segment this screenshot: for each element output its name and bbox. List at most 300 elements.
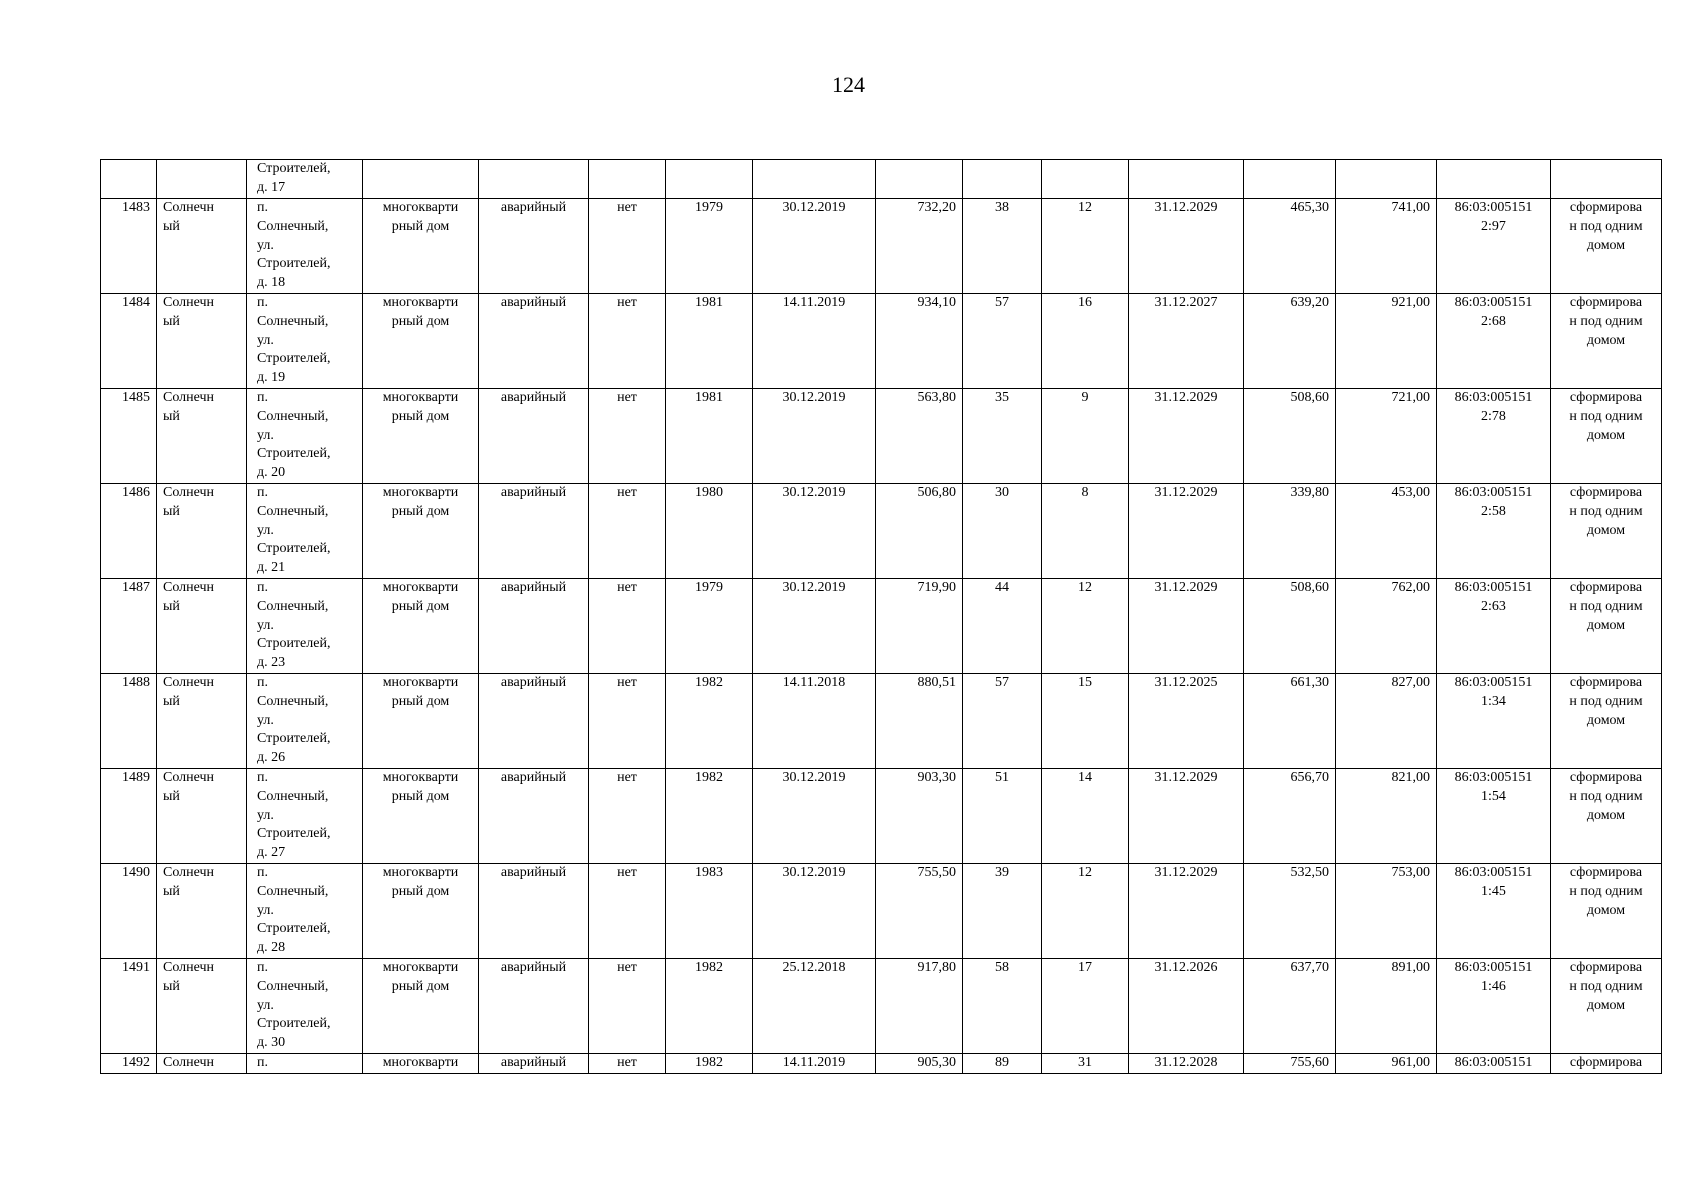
cell-living-area-text: 656,70 bbox=[1290, 770, 1329, 785]
cell-flag bbox=[589, 1054, 666, 1074]
cell-flag bbox=[589, 864, 666, 959]
cell-area bbox=[876, 674, 963, 769]
cell-address bbox=[247, 484, 363, 579]
cell-plan-date-text: 31.12.2029 bbox=[1154, 865, 1218, 880]
cell-area bbox=[876, 769, 963, 864]
cell-type-text: многокварти рный дом bbox=[382, 580, 459, 614]
cell-recognized-date bbox=[753, 1054, 876, 1074]
cell-status bbox=[479, 769, 589, 864]
cell-status bbox=[479, 199, 589, 294]
cell-living-area-text: 637,70 bbox=[1290, 960, 1329, 975]
cell-address bbox=[247, 579, 363, 674]
cell-area-text: 563,80 bbox=[917, 390, 956, 405]
cell-type-text: многокварти рный дом bbox=[382, 960, 459, 994]
cell-rooms bbox=[1042, 484, 1129, 579]
cell-num-text: 1483 bbox=[122, 200, 150, 215]
cell-rooms bbox=[1042, 674, 1129, 769]
cell-num-text: 1489 bbox=[122, 770, 150, 785]
cell-recognized-date-text: 30.12.2019 bbox=[782, 200, 846, 215]
table-body bbox=[101, 160, 1662, 1074]
cell-rooms-text: 16 bbox=[1078, 295, 1092, 310]
cell-flag bbox=[589, 389, 666, 484]
cell-land-area-text: 721,00 bbox=[1391, 390, 1430, 405]
cell-plan-date-text: 31.12.2028 bbox=[1154, 1055, 1218, 1070]
cell-land-note-text: сформирова н под одним домом bbox=[1569, 295, 1643, 348]
cell-status-text: аварийный bbox=[500, 295, 567, 310]
cell-plan-date bbox=[1129, 484, 1244, 579]
cell-plan-date-text: 31.12.2025 bbox=[1154, 675, 1218, 690]
cell-settlement-text: Солнечн bbox=[163, 1055, 215, 1070]
cell-flag-text: нет bbox=[617, 960, 637, 975]
cell-area bbox=[876, 199, 963, 294]
cell-living-area-text: 508,60 bbox=[1290, 390, 1329, 405]
cell-flag bbox=[589, 674, 666, 769]
cell-land-note bbox=[1551, 389, 1662, 484]
cell-recognized-date-text: 30.12.2019 bbox=[782, 580, 846, 595]
cell-flag-text: нет bbox=[617, 295, 637, 310]
cell-recognized-date bbox=[753, 864, 876, 959]
cell-plan-date-text: 31.12.2029 bbox=[1154, 770, 1218, 785]
cell-plan-date-text: 31.12.2029 bbox=[1154, 580, 1218, 595]
cell-address-text: п. Солнечный, ул. Строителей, д. 28 bbox=[257, 865, 331, 956]
cell-land-area-text: 453,00 bbox=[1391, 485, 1430, 500]
cell-flag-text: нет bbox=[617, 200, 637, 215]
cell-plan-date bbox=[1129, 864, 1244, 959]
cell-land-area-text: 753,00 bbox=[1391, 865, 1430, 880]
cell-residents-text: 58 bbox=[995, 960, 1009, 975]
cell-plan-date bbox=[1129, 579, 1244, 674]
cell-settlement bbox=[157, 959, 247, 1054]
cell-land-note bbox=[1551, 199, 1662, 294]
cell-settlement-text: Солнечн ый bbox=[163, 390, 215, 424]
cell-year-text: 1979 bbox=[695, 200, 723, 215]
cell-living-area bbox=[1244, 769, 1336, 864]
cell-num-text: 1492 bbox=[122, 1055, 150, 1070]
cell-land-area bbox=[1336, 674, 1437, 769]
cell-type-text: многокварти рный дом bbox=[382, 200, 459, 234]
cell-cadastral-text: 86:03:005151 2:78 bbox=[1454, 390, 1533, 424]
cell-year bbox=[666, 389, 753, 484]
cell-cadastral bbox=[1437, 864, 1551, 959]
cell-rooms-text: 12 bbox=[1078, 865, 1092, 880]
cell-land-note bbox=[1551, 864, 1662, 959]
cell-recognized-date bbox=[753, 199, 876, 294]
cell-residents bbox=[963, 1054, 1042, 1074]
cell-area-text: 755,50 bbox=[917, 865, 956, 880]
cell-type bbox=[363, 484, 479, 579]
cell-flag bbox=[589, 484, 666, 579]
cell-living-area bbox=[1244, 864, 1336, 959]
table-row bbox=[101, 294, 1662, 389]
cell-status-text: аварийный bbox=[500, 865, 567, 880]
cell-land-area-text: 891,00 bbox=[1391, 960, 1430, 975]
cell-status bbox=[479, 294, 589, 389]
table-row-continued bbox=[101, 160, 1662, 199]
cell-living-area bbox=[1244, 1054, 1336, 1074]
cell-residents-text: 39 bbox=[995, 865, 1009, 880]
cell-living-area-text: 532,50 bbox=[1290, 865, 1329, 880]
cell-residents-text: 51 bbox=[995, 770, 1009, 785]
cell-land-area bbox=[1336, 769, 1437, 864]
cell-settlement bbox=[157, 484, 247, 579]
cell-year-text: 1982 bbox=[695, 1055, 723, 1070]
cell-recognized-date bbox=[753, 769, 876, 864]
cell-living-area bbox=[1244, 579, 1336, 674]
cell-num-text: 1491 bbox=[122, 960, 150, 975]
cell-status bbox=[479, 1054, 589, 1074]
cell-year-text: 1981 bbox=[695, 295, 723, 310]
cell-type bbox=[363, 959, 479, 1054]
cell-year bbox=[666, 579, 753, 674]
cell-recognized-date-text: 30.12.2019 bbox=[782, 485, 846, 500]
cell-flag bbox=[589, 959, 666, 1054]
cell-land-note bbox=[1551, 1054, 1662, 1074]
cell-flag bbox=[589, 294, 666, 389]
cell-plan-date-text: 31.12.2026 bbox=[1154, 960, 1218, 975]
cell-area bbox=[876, 959, 963, 1054]
cell-rooms bbox=[1042, 579, 1129, 674]
cell-status bbox=[479, 160, 589, 199]
cell-settlement bbox=[157, 864, 247, 959]
cell-address-text: п. Солнечный, ул. Строителей, д. 20 bbox=[257, 390, 331, 481]
cell-plan-date-text: 31.12.2029 bbox=[1154, 485, 1218, 500]
cell-num bbox=[101, 769, 157, 864]
cell-rooms bbox=[1042, 1054, 1129, 1074]
cell-plan-date bbox=[1129, 769, 1244, 864]
cell-rooms-text: 8 bbox=[1081, 485, 1089, 500]
cell-recognized-date-text: 30.12.2019 bbox=[782, 865, 846, 880]
cell-type bbox=[363, 579, 479, 674]
cell-living-area bbox=[1244, 484, 1336, 579]
cell-rooms-text: 17 bbox=[1078, 960, 1092, 975]
cell-land-note bbox=[1551, 294, 1662, 389]
cell-area-text: 903,30 bbox=[917, 770, 956, 785]
cell-area bbox=[876, 864, 963, 959]
cell-land-area bbox=[1336, 294, 1437, 389]
table-row bbox=[101, 864, 1662, 959]
cell-type bbox=[363, 389, 479, 484]
cell-status bbox=[479, 579, 589, 674]
cell-address bbox=[247, 959, 363, 1054]
cell-residents-text: 44 bbox=[995, 580, 1009, 595]
cell-settlement-text: Солнечн ый bbox=[163, 200, 215, 234]
cell-flag bbox=[589, 579, 666, 674]
cell-cadastral-text: 86:03:005151 1:54 bbox=[1454, 770, 1533, 804]
cell-plan-date bbox=[1129, 294, 1244, 389]
cell-rooms-text: 9 bbox=[1081, 390, 1089, 405]
cell-recognized-date-text: 30.12.2019 bbox=[782, 770, 846, 785]
cell-address-text: п. Солнечный, ул. Строителей, д. 23 bbox=[257, 580, 331, 671]
cell-settlement-text: Солнечн ый bbox=[163, 485, 215, 519]
cell-status bbox=[479, 864, 589, 959]
table-row bbox=[101, 199, 1662, 294]
cell-status bbox=[479, 389, 589, 484]
cell-land-note bbox=[1551, 160, 1662, 199]
cell-rooms bbox=[1042, 959, 1129, 1054]
cell-num-text: 1484 bbox=[122, 295, 150, 310]
cell-settlement bbox=[157, 579, 247, 674]
cell-num bbox=[101, 484, 157, 579]
cell-type bbox=[363, 864, 479, 959]
cell-residents bbox=[963, 864, 1042, 959]
cell-recognized-date bbox=[753, 579, 876, 674]
cell-settlement bbox=[157, 199, 247, 294]
cell-address-text: п. Солнечный, ул. Строителей, д. 30 bbox=[257, 960, 331, 1051]
cell-flag-text: нет bbox=[617, 865, 637, 880]
cell-rooms bbox=[1042, 160, 1129, 199]
cell-year-text: 1979 bbox=[695, 580, 723, 595]
cell-land-note-text: сформирова н под одним домом bbox=[1569, 485, 1643, 538]
cell-plan-date bbox=[1129, 1054, 1244, 1074]
cell-area bbox=[876, 389, 963, 484]
cell-residents bbox=[963, 389, 1042, 484]
cell-year bbox=[666, 484, 753, 579]
cell-area-text: 917,80 bbox=[917, 960, 956, 975]
cell-land-note bbox=[1551, 769, 1662, 864]
table-row bbox=[101, 1054, 1662, 1074]
cell-settlement-text: Солнечн ый bbox=[163, 580, 215, 614]
cell-living-area-text: 339,80 bbox=[1290, 485, 1329, 500]
cell-cadastral-text: 86:03:005151 1:46 bbox=[1454, 960, 1533, 994]
cell-land-note-text: сформирова bbox=[1569, 1055, 1643, 1070]
cell-rooms-text: 31 bbox=[1078, 1055, 1092, 1070]
cell-residents bbox=[963, 674, 1042, 769]
cell-address-text: п. bbox=[257, 1055, 268, 1070]
address-text: Строителей, д. 17 bbox=[257, 161, 331, 195]
cell-settlement-text: Солнечн ый bbox=[163, 865, 215, 899]
cell-rooms bbox=[1042, 294, 1129, 389]
cell-cadastral bbox=[1437, 769, 1551, 864]
cell-recognized-date bbox=[753, 959, 876, 1054]
cell-year-text: 1981 bbox=[695, 390, 723, 405]
cell-cadastral-text: 86:03:005151 2:63 bbox=[1454, 580, 1533, 614]
cell-num-text: 1487 bbox=[122, 580, 150, 595]
cell-type bbox=[363, 674, 479, 769]
cell-area-text: 732,20 bbox=[917, 200, 956, 215]
cell-num bbox=[101, 294, 157, 389]
cell-address-text: п. Солнечный, ул. Строителей, д. 19 bbox=[257, 295, 331, 386]
cell-rooms bbox=[1042, 199, 1129, 294]
cell-year bbox=[666, 160, 753, 199]
cell-living-area-text: 661,30 bbox=[1290, 675, 1329, 690]
cell-living-area bbox=[1244, 294, 1336, 389]
table-row bbox=[101, 769, 1662, 864]
cell-recognized-date bbox=[753, 484, 876, 579]
cell-area bbox=[876, 294, 963, 389]
cell-rooms bbox=[1042, 864, 1129, 959]
cell-type bbox=[363, 199, 479, 294]
cell-recognized-date-text: 30.12.2019 bbox=[782, 390, 846, 405]
cell-type-text: многокварти рный дом bbox=[382, 390, 459, 424]
cell-rooms bbox=[1042, 769, 1129, 864]
cell-plan-date bbox=[1129, 160, 1244, 199]
cell-land-area bbox=[1336, 1054, 1437, 1074]
table-row bbox=[101, 484, 1662, 579]
table-row bbox=[101, 959, 1662, 1054]
cell-land-area-text: 827,00 bbox=[1391, 675, 1430, 690]
cell-year bbox=[666, 864, 753, 959]
cell-flag-text: нет bbox=[617, 1055, 637, 1070]
cell-type-text: многокварти рный дом bbox=[382, 675, 459, 709]
cell-cadastral-text: 86:03:005151 2:97 bbox=[1454, 200, 1533, 234]
cell-year bbox=[666, 294, 753, 389]
cell-type-text: многокварти bbox=[382, 1055, 459, 1070]
cell-type bbox=[363, 1054, 479, 1074]
cell-living-area bbox=[1244, 959, 1336, 1054]
cell-rooms-text: 15 bbox=[1078, 675, 1092, 690]
cell-area-text: 506,80 bbox=[917, 485, 956, 500]
cell-type bbox=[363, 294, 479, 389]
cell-status-text: аварийный bbox=[500, 1055, 567, 1070]
cell-num-text: 1486 bbox=[122, 485, 150, 500]
cell-area-text: 880,51 bbox=[917, 675, 956, 690]
cell-plan-date bbox=[1129, 959, 1244, 1054]
table-row bbox=[101, 674, 1662, 769]
cell-settlement bbox=[157, 160, 247, 199]
cell-address bbox=[247, 294, 363, 389]
cell-residents-text: 35 bbox=[995, 390, 1009, 405]
cell-recognized-date bbox=[753, 674, 876, 769]
cell-flag-text: нет bbox=[617, 390, 637, 405]
cell-settlement bbox=[157, 769, 247, 864]
cell-cadastral bbox=[1437, 389, 1551, 484]
cell-year bbox=[666, 674, 753, 769]
cell-recognized-date-text: 14.11.2018 bbox=[782, 675, 846, 690]
cell-land-note-text: сформирова н под одним домом bbox=[1569, 675, 1643, 728]
cell-num bbox=[101, 1054, 157, 1074]
cell-cadastral bbox=[1437, 294, 1551, 389]
cell-land-area bbox=[1336, 160, 1437, 199]
cell-address bbox=[247, 674, 363, 769]
cell-living-area-text: 639,20 bbox=[1290, 295, 1329, 310]
cell-area bbox=[876, 1054, 963, 1074]
cell-status-text: аварийный bbox=[500, 580, 567, 595]
cell-area-text: 719,90 bbox=[917, 580, 956, 595]
cell-residents bbox=[963, 294, 1042, 389]
cell-recognized-date-text: 25.12.2018 bbox=[782, 960, 846, 975]
cell-land-note bbox=[1551, 959, 1662, 1054]
cell-address bbox=[247, 199, 363, 294]
cell-land-note-text: сформирова н под одним домом bbox=[1569, 770, 1643, 823]
cell-land-area bbox=[1336, 484, 1437, 579]
cell-land-area bbox=[1336, 579, 1437, 674]
cell-settlement bbox=[157, 389, 247, 484]
cell-status-text: аварийный bbox=[500, 675, 567, 690]
cell-living-area-text: 508,60 bbox=[1290, 580, 1329, 595]
cell-area bbox=[876, 160, 963, 199]
cell-land-area-text: 741,00 bbox=[1391, 200, 1430, 215]
cell-land-area bbox=[1336, 864, 1437, 959]
cell-settlement bbox=[157, 1054, 247, 1074]
cell-cadastral-text: 86:03:005151 bbox=[1454, 1055, 1533, 1070]
cell-flag bbox=[589, 160, 666, 199]
cell-flag-text: нет bbox=[617, 485, 637, 500]
cell-settlement-text: Солнечн ый bbox=[163, 770, 215, 804]
table-row bbox=[101, 579, 1662, 674]
cell-cadastral bbox=[1437, 199, 1551, 294]
cell-flag-text: нет bbox=[617, 770, 637, 785]
cell-num bbox=[101, 199, 157, 294]
cell-living-area bbox=[1244, 674, 1336, 769]
cell-flag-text: нет bbox=[617, 580, 637, 595]
cell-year-text: 1982 bbox=[695, 960, 723, 975]
cell-settlement bbox=[157, 674, 247, 769]
cell-residents-text: 38 bbox=[995, 200, 1009, 215]
cell-status-text: аварийный bbox=[500, 200, 567, 215]
cell-recognized-date bbox=[753, 389, 876, 484]
cell-settlement-text: Солнечн ый bbox=[163, 675, 215, 709]
cell-cadastral-text: 86:03:005151 1:45 bbox=[1454, 865, 1533, 899]
cell-type-text: многокварти рный дом bbox=[382, 295, 459, 329]
cell-status bbox=[479, 959, 589, 1054]
cell-cadastral bbox=[1437, 484, 1551, 579]
cell-year bbox=[666, 959, 753, 1054]
cell-living-area-text: 465,30 bbox=[1290, 200, 1329, 215]
cell-plan-date-text: 31.12.2027 bbox=[1154, 295, 1218, 310]
cell-land-note bbox=[1551, 484, 1662, 579]
table-row bbox=[101, 389, 1662, 484]
cell-residents bbox=[963, 579, 1042, 674]
cell-area-text: 905,30 bbox=[917, 1055, 956, 1070]
cell-year bbox=[666, 769, 753, 864]
cell-type bbox=[363, 160, 479, 199]
cell-plan-date bbox=[1129, 389, 1244, 484]
cell-status bbox=[479, 674, 589, 769]
cell-address bbox=[247, 389, 363, 484]
cell-land-note-text: сформирова н под одним домом bbox=[1569, 390, 1643, 443]
cell-type-text: многокварти рный дом bbox=[382, 865, 459, 899]
cell-year-text: 1983 bbox=[695, 865, 723, 880]
cell-num-text: 1490 bbox=[122, 865, 150, 880]
cell-land-note-text: сформирова н под одним домом bbox=[1569, 200, 1643, 253]
cell-land-area bbox=[1336, 389, 1437, 484]
cell-status-text: аварийный bbox=[500, 485, 567, 500]
cell-living-area bbox=[1244, 160, 1336, 199]
cell-rooms bbox=[1042, 389, 1129, 484]
cell-address-text: п. Солнечный, ул. Строителей, д. 21 bbox=[257, 485, 331, 576]
cell-area bbox=[876, 579, 963, 674]
cell-address-text: п. Солнечный, ул. Строителей, д. 26 bbox=[257, 675, 331, 766]
cell-address bbox=[247, 769, 363, 864]
cell-land-area bbox=[1336, 199, 1437, 294]
cell-residents bbox=[963, 769, 1042, 864]
cell-address bbox=[247, 864, 363, 959]
cell-area-text: 934,10 bbox=[917, 295, 956, 310]
cell-type-text: многокварти рный дом bbox=[382, 770, 459, 804]
cell-num bbox=[101, 959, 157, 1054]
cell-plan-date-text: 31.12.2029 bbox=[1154, 390, 1218, 405]
cell-residents bbox=[963, 484, 1042, 579]
cell-land-area-text: 762,00 bbox=[1391, 580, 1430, 595]
cell-residents-text: 57 bbox=[995, 295, 1009, 310]
cell-residents-text: 89 bbox=[995, 1055, 1009, 1070]
cell-settlement bbox=[157, 294, 247, 389]
cell-num bbox=[101, 674, 157, 769]
cell-land-note-text: сформирова н под одним домом bbox=[1569, 580, 1643, 633]
cell-cadastral bbox=[1437, 1054, 1551, 1074]
cell-settlement-text: Солнечн ый bbox=[163, 960, 215, 994]
cell-status-text: аварийный bbox=[500, 390, 567, 405]
cell-year-text: 1982 bbox=[695, 675, 723, 690]
cell-residents bbox=[963, 959, 1042, 1054]
cell-land-note bbox=[1551, 579, 1662, 674]
cell-land-note bbox=[1551, 674, 1662, 769]
cell-living-area bbox=[1244, 199, 1336, 294]
cell-num bbox=[101, 864, 157, 959]
cell-land-area-text: 821,00 bbox=[1391, 770, 1430, 785]
cell-year-text: 1980 bbox=[695, 485, 723, 500]
cell-cadastral-text: 86:03:005151 2:68 bbox=[1454, 295, 1533, 329]
